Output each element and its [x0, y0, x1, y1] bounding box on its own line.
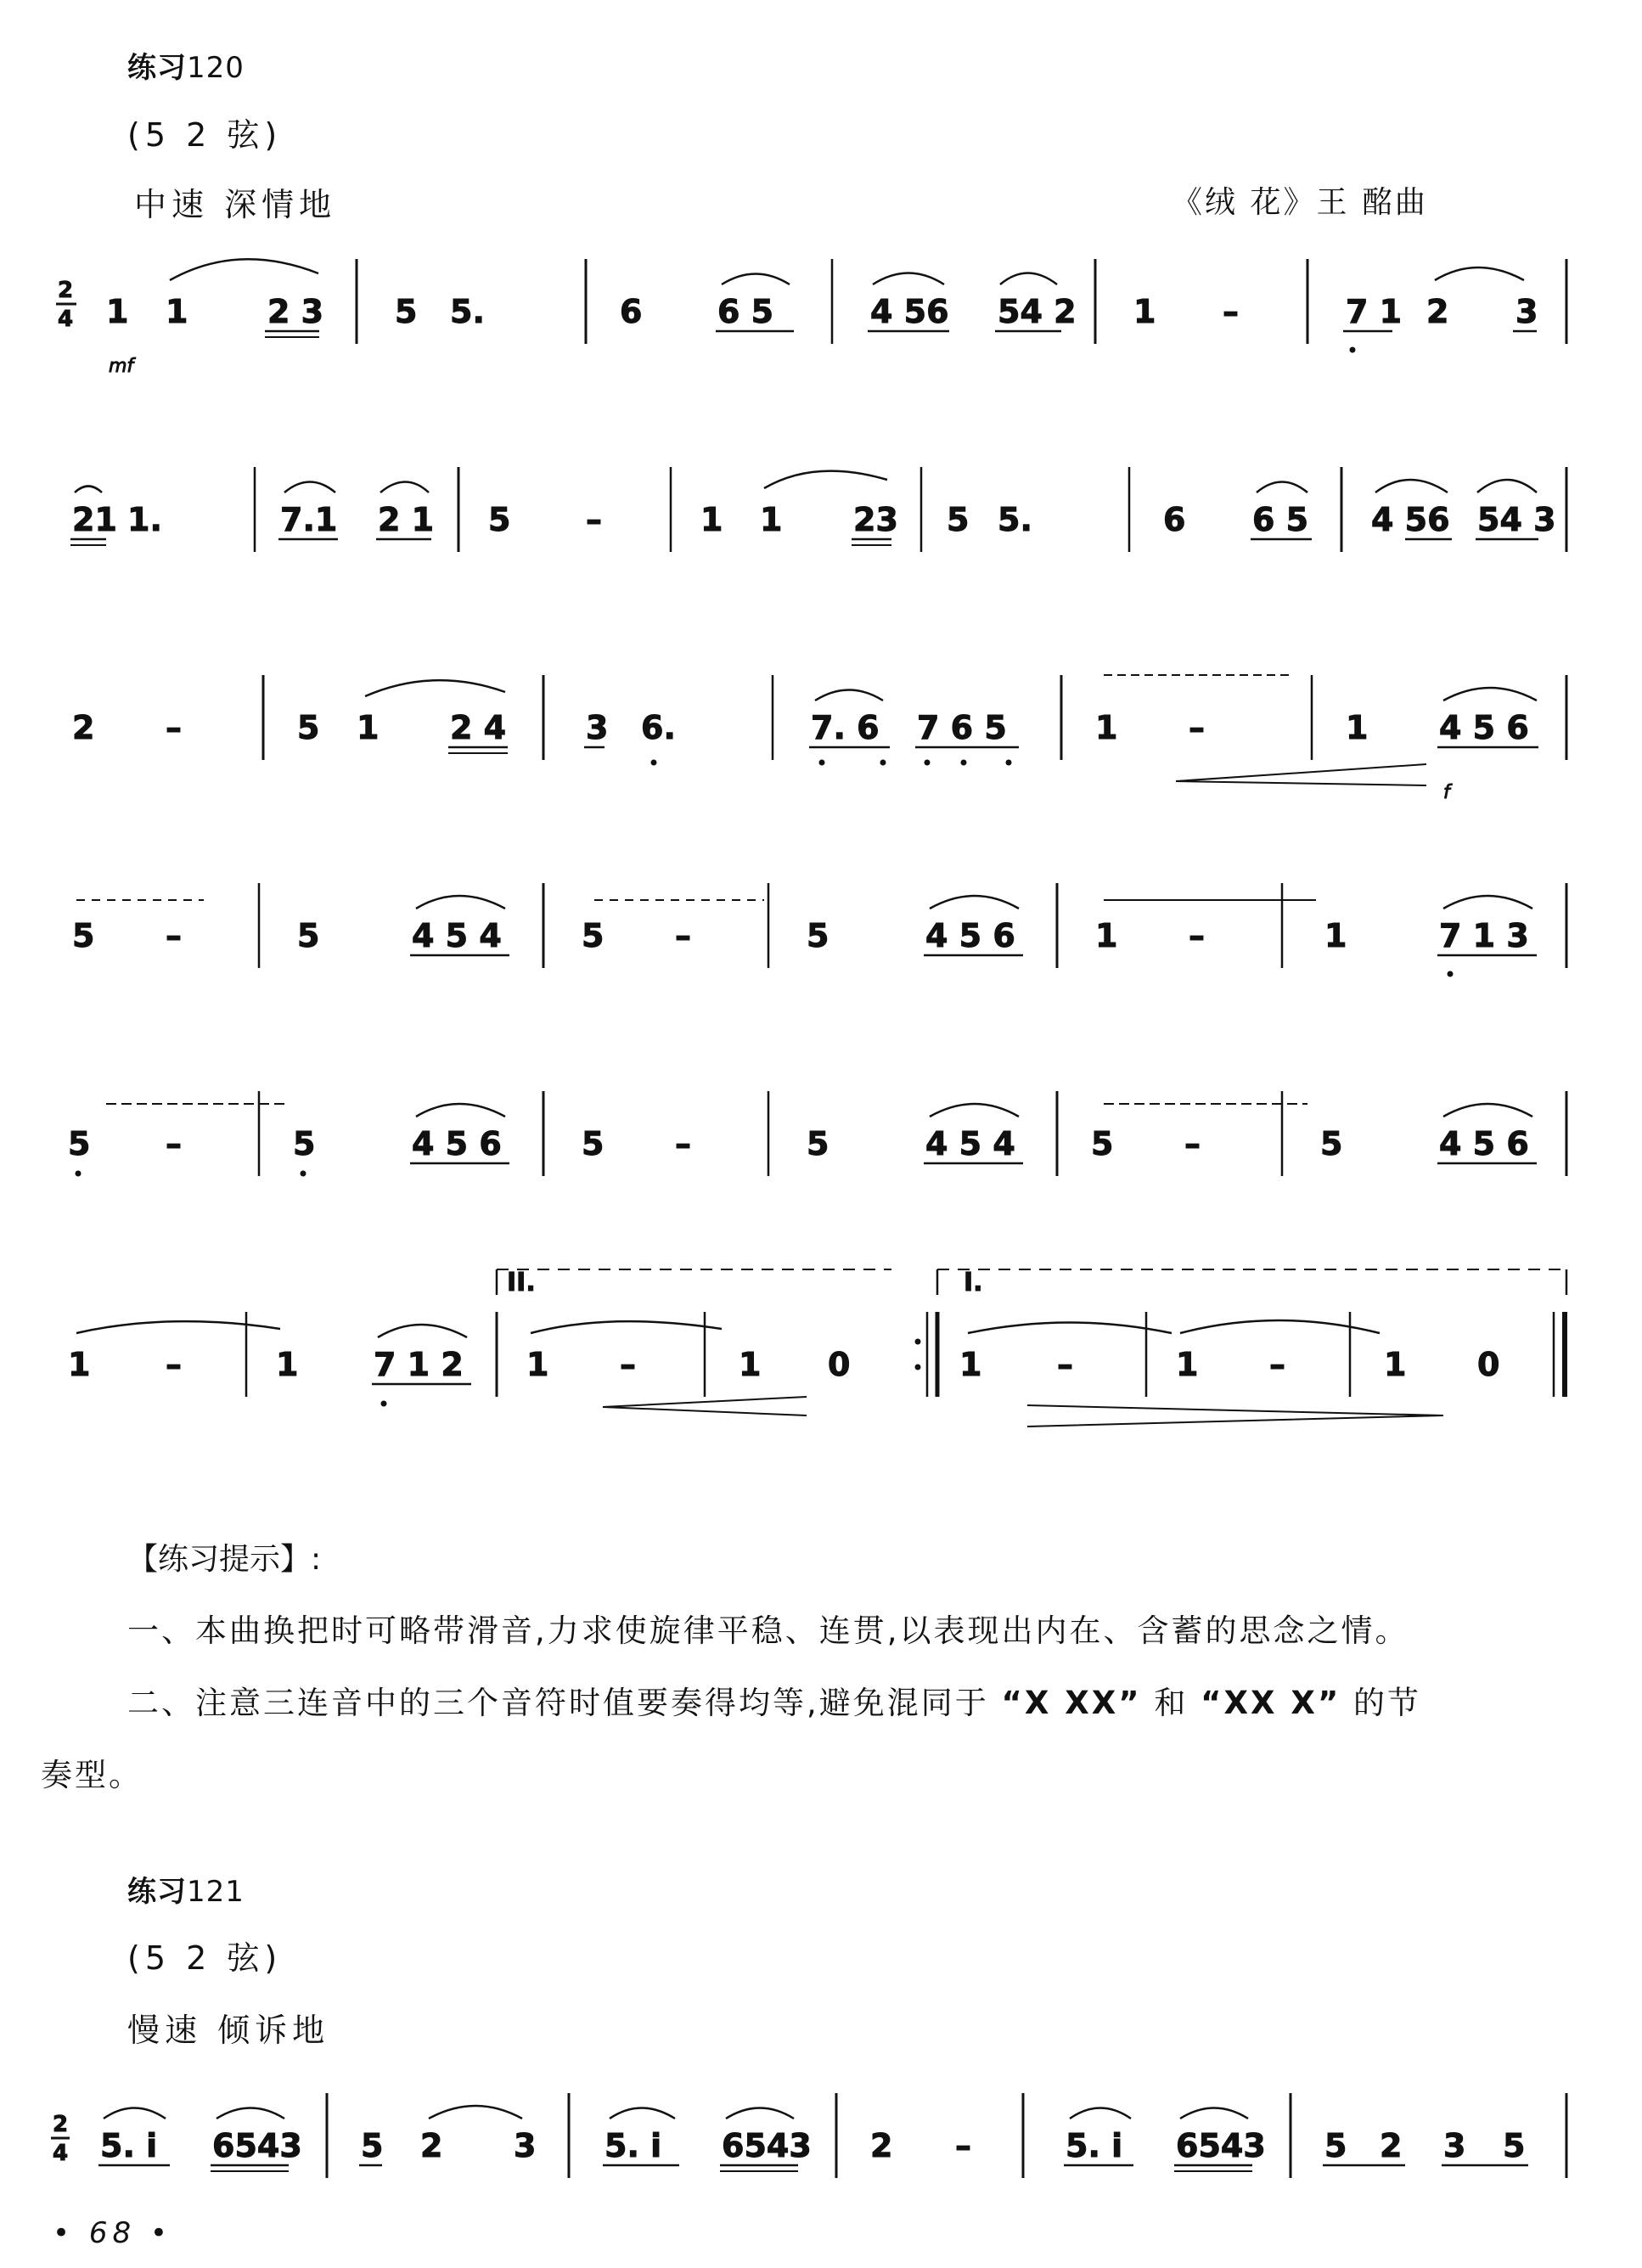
note: 1 — [276, 1346, 299, 1383]
note: – — [1189, 917, 1205, 954]
note: 6543 — [1176, 2127, 1266, 2164]
note: 5 — [68, 1125, 91, 1162]
note: 4 56 — [1371, 501, 1450, 538]
note: 2 — [870, 2127, 893, 2164]
note: 7 1 — [1346, 293, 1403, 330]
note: 1 — [959, 1346, 982, 1383]
note: – — [620, 1346, 636, 1383]
note: 1 — [106, 293, 129, 330]
volta-2: II. — [507, 1268, 536, 1297]
score-row-4 — [72, 883, 1566, 976]
note: 4 5 6 — [1439, 709, 1529, 746]
note: 5 — [293, 1125, 316, 1162]
note: 1 — [1095, 709, 1118, 746]
rhythm-pattern-1: “X XX” — [1001, 1685, 1142, 1721]
tips-line-1: 一、本曲换把时可略带滑音,力求使旋律平稳、连贯,以表现出内在、含蓄的思念之情。 — [127, 1612, 1409, 1649]
tips-title: 【练习提示】: — [127, 1542, 322, 1577]
note: 4 56 — [870, 293, 949, 330]
note: 4 5 4 — [925, 1125, 1015, 1162]
note: 1 — [1133, 293, 1156, 330]
note: – — [675, 1125, 691, 1162]
note: – — [166, 709, 182, 746]
exercise-120-score — [0, 221, 1642, 1545]
note: 6543 — [722, 2127, 812, 2164]
note: – — [166, 1346, 182, 1383]
note: 21 — [72, 501, 117, 538]
exercise-120-tempo: 中速 深情地 — [134, 186, 337, 223]
note: 5 — [1324, 2127, 1347, 2164]
score-row-121 — [51, 2093, 1566, 2178]
note: – — [1189, 709, 1205, 746]
note: 5. — [998, 501, 1032, 538]
tips-line-3: 奏型。 — [41, 1757, 143, 1793]
note: 1 — [1095, 917, 1118, 954]
note: 1 — [526, 1346, 549, 1383]
tips-line-2: 二、注意三连音中的三个音符时值要奏得均等,避免混同于 “X XX” 和 “XX X” 的节 — [127, 1685, 1422, 1721]
exercise-121-tempo: 慢速 倾诉地 — [127, 2012, 330, 2049]
exercise-121-title: 练习121 — [127, 1875, 245, 1909]
note: 1. — [127, 501, 162, 538]
note: 6 5 — [717, 293, 774, 330]
exercise-120-source: 《绒 花》王 酩曲 — [1172, 185, 1428, 220]
rhythm-pattern-2: “XX X” — [1201, 1685, 1341, 1721]
note: 1 — [1324, 917, 1347, 954]
note: 1 — [1176, 1346, 1199, 1383]
time-sig-bottom: 4 — [53, 2141, 69, 2166]
exercise-120-title: 练习120 — [127, 51, 245, 85]
note: 5 — [361, 2127, 384, 2164]
time-sig-bottom: 4 — [58, 307, 74, 332]
note: 1 — [760, 501, 783, 538]
score-row-3 — [72, 675, 1566, 803]
dynamic-f: f — [1443, 782, 1450, 803]
note: 4 5 4 — [412, 917, 502, 954]
note: 5. i — [605, 2127, 662, 2164]
note: 2 — [1380, 2127, 1403, 2164]
note: 3 — [1443, 2127, 1466, 2164]
note: 4 5 6 — [412, 1125, 502, 1162]
note: 54 3 — [1477, 501, 1556, 538]
note: 6 5 — [1252, 501, 1309, 538]
note: 5 — [297, 917, 320, 954]
note: 6 — [1163, 501, 1186, 538]
note: – — [1223, 293, 1239, 330]
note: 5 — [1091, 1125, 1114, 1162]
note: 5 — [72, 917, 95, 954]
page-number: • 68 • — [53, 2216, 172, 2250]
note: 2 — [1426, 293, 1449, 330]
note: 7 1 3 — [1439, 917, 1529, 954]
exercise-121-score — [0, 2063, 1642, 2208]
note: 5. i — [1066, 2127, 1123, 2164]
note: 5 — [1320, 1125, 1343, 1162]
note: 7.1 — [280, 501, 338, 538]
note: – — [586, 501, 602, 538]
note: 4 5 6 — [1439, 1125, 1529, 1162]
note: 6 — [620, 293, 643, 330]
note: – — [955, 2127, 971, 2164]
note: 1 — [357, 709, 380, 746]
note: 1 — [739, 1346, 762, 1383]
note: – — [166, 917, 182, 954]
note: 7. 6 — [811, 709, 880, 746]
note: 2 1 — [378, 501, 435, 538]
note: 7 6 5 — [917, 709, 1007, 746]
note: 2 — [420, 2127, 443, 2164]
note: – — [1184, 1125, 1201, 1162]
note: 5 — [947, 501, 970, 538]
note: 5 — [807, 917, 829, 954]
note: 3 — [586, 709, 609, 746]
note: – — [166, 1125, 182, 1162]
note: 1 — [1346, 709, 1369, 746]
volta-1: I. — [964, 1268, 983, 1297]
note: 0 — [1477, 1346, 1500, 1383]
note: 5 — [395, 293, 418, 330]
note: 54 2 — [998, 293, 1077, 330]
note: 23 — [853, 501, 898, 538]
note: 6543 — [212, 2127, 302, 2164]
note: 5 — [488, 501, 511, 538]
note: 5 — [1503, 2127, 1526, 2164]
note: 2 4 — [450, 709, 507, 746]
note: 1 — [1384, 1346, 1407, 1383]
note: 4 5 6 — [925, 917, 1015, 954]
score-row-6 — [68, 1268, 1566, 1427]
note: 5. i — [100, 2127, 158, 2164]
score-row-1 — [56, 259, 1566, 377]
note: 5 — [582, 1125, 605, 1162]
note: 1 — [68, 1346, 91, 1383]
note: 7 1 2 — [374, 1346, 464, 1383]
dynamic-mf: mf — [109, 356, 134, 377]
note: 5 — [582, 917, 605, 954]
note: 5. — [450, 293, 485, 330]
score-row-2 — [70, 467, 1566, 552]
note: – — [1057, 1346, 1073, 1383]
note: 2 3 — [267, 293, 324, 330]
time-sig-top: 2 — [58, 278, 74, 303]
time-sig-top: 2 — [53, 2112, 69, 2137]
score-row-5 — [68, 1091, 1566, 1176]
note: 2 — [72, 709, 95, 746]
note: 5 — [807, 1125, 829, 1162]
note: 1 — [700, 501, 723, 538]
note: 3 — [1515, 293, 1538, 330]
note: 3 — [514, 2127, 537, 2164]
exercise-121-strings: (5 2 弦) — [127, 1939, 283, 1977]
note: 5 — [297, 709, 320, 746]
note: 0 — [828, 1346, 851, 1383]
note: – — [1269, 1346, 1285, 1383]
note: – — [675, 917, 691, 954]
note: 1 — [166, 293, 188, 330]
note: 6. — [641, 709, 676, 746]
exercise-120-strings: (5 2 弦) — [127, 116, 283, 154]
